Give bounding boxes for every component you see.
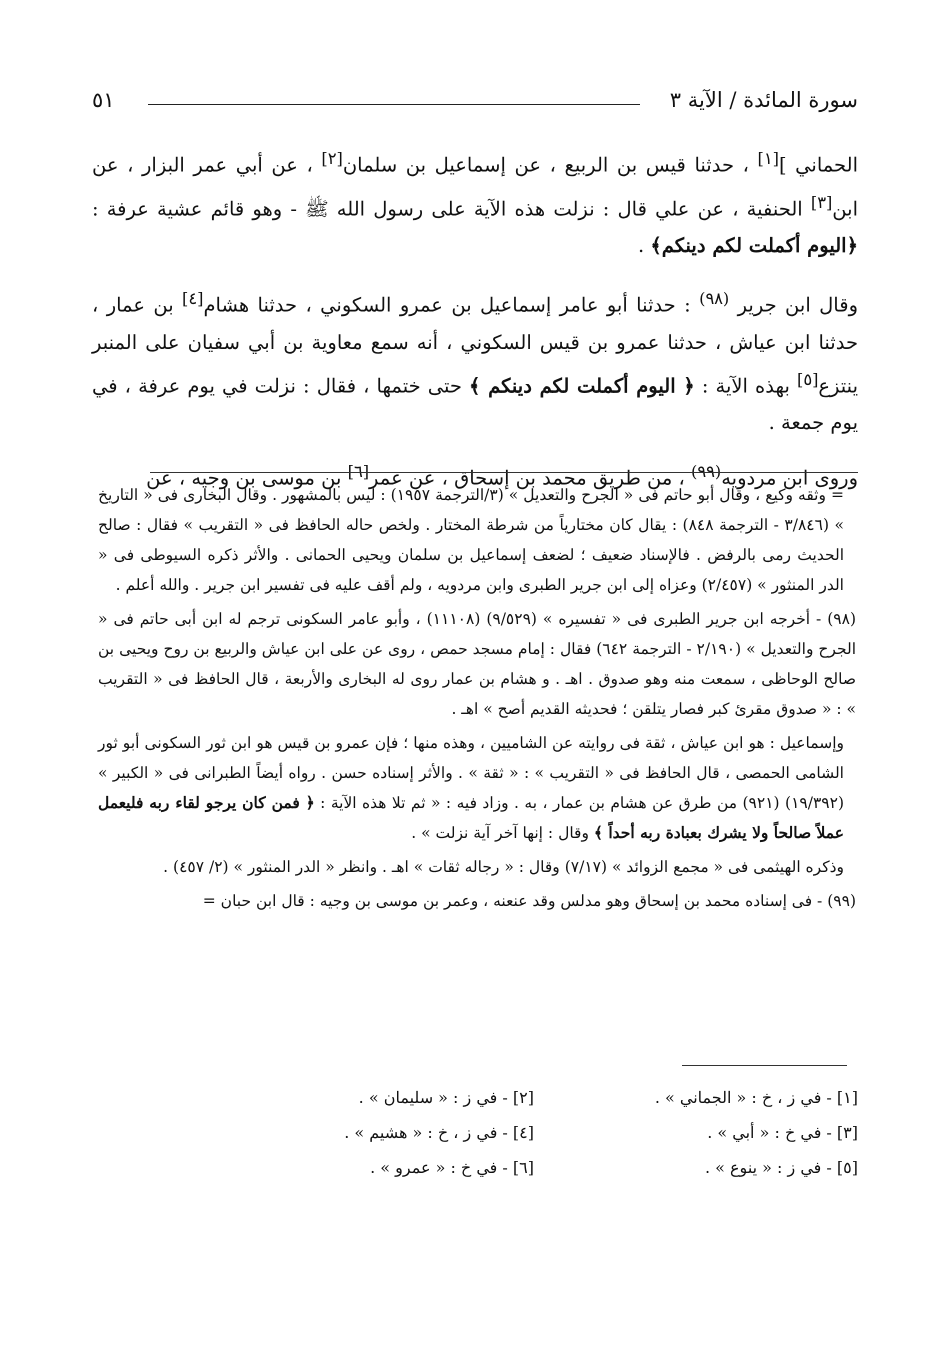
footnotes-rule: [682, 1065, 847, 1066]
manuscript-footnotes: [210, 1080, 858, 1185]
footnote-1: [١] - في ز ، خ : « الجماني » .: [654, 1088, 858, 1107]
page-header: [92, 86, 858, 126]
main-text: [92, 140, 858, 509]
footnote-4: [٤] - في ز ، خ : « هشيم » .: [344, 1123, 534, 1142]
footnote-5: [٥] - في ز : « ينوع » .: [704, 1158, 858, 1177]
note-continuation: = وثقه وكيع ، وقال أبو حاتم فى « الجرح والتعديل » (٣/الترجمة ١٩٥٧) : ليس بالمشهور . وقال البخارى فى « التاريخ » (٣/٨٤٦ - الترجمة ٨٤٨) : يقال كان مختارياً من شرطة المختار . ولخص حاله الحافظ فى « التقريب » فقال : صالح الحديث رمى بالرفض . فالإسناد ضعيف ؛ لضعف إسماعيل بن سلمان ويحيى الحمانى . والأثر ذكره السيوطى فى « الدر المنثور » (٢/٤٥٧) وعزاه إلى ابن جرير الطبرى وابن مردويه ، ولم أقف عليه فى تفسير ابن جرير . والله أعلم .: [98, 486, 844, 594]
footnote-3: [٣] - في خ : « أبي » .: [707, 1123, 858, 1142]
footnote-2: [٢] - في ز : « سليمان » .: [358, 1088, 534, 1107]
paragraph-3: وروى ابن مردويه$^{(٩٩)}$ ، من طريق محمد بن إسحاق ، عن عمر[٦] بن موسى بن وجيه ، عن: [146, 462, 858, 490]
page-number: ٥١: [92, 88, 115, 112]
note-98-part-3: وذكره الهيثمى فى « مجمع الزوائد » (٧/١٧) وقال : « رجاله ثقات » اهـ . وانظر « الدر المنثور » (٢/ ٤٥٧) .: [163, 858, 844, 876]
notes-rule: [150, 472, 858, 473]
paragraph-2: وقال ابن جرير $^{(٩٨)}$ : حدثنا أبو عامر إسماعيل بن عمرو السكوني ، حدثنا هشام[٤] بن عمار ، حدثنا ابن عياش ، حدثنا عمرو بن قيس السكوني ، أنه سمع معاوية بن أبي سفيان على المنبر ينتزع[٥] بهذه الآية : ﴿ اليوم أكملت لكم دينكم ﴾ حتى ختمها ، فقال : نزلت في يوم عرفة ، في يوم جمعة .: [92, 289, 858, 434]
paragraph-1: الحماني ][١] ، حدثنا قيس بن الربيع ، عن إسماعيل بن سلمان[٢] ، عن أبي عمر البزار ، عن ابن[٣] الحنفية ، عن علي قال : نزلت هذه الآية على رسول الله ﷺ - وهو قائم عشية عرفة : ﴿اليوم أكملت لكم دينكم﴾ .: [92, 149, 858, 257]
running-title: سورة المائدة / الآية ٣: [669, 88, 858, 112]
note-99: (٩٩) - فى إسناده محمد بن إسحاق وهو مدلس وقد عنعنه ، وعمر بن موسى بن وجيه : قال ابن حبان =: [202, 892, 856, 910]
commentary-notes: [98, 480, 856, 920]
header-rule: [148, 104, 640, 105]
note-98: (٩٨) - أخرجه ابن جرير الطبرى فى « تفسيره » (٩/٥٢٩) (١١١٠٨) ، وأبو عامر السكونى ترجم له ابن أبى حاتم فى « الجرح والتعديل » (٢/١٩٠ - الترجمة ٦٤٢) فقال : إمام مسجد حمص ، روى عن على ابن عياش والربيع بن روح ويحيى بن صالح الوحاظى ، سمعت منه وهو صدوق . اهـ . و هشام بن عمار روى له البخارى والأربعة ، قال الحافظ فى « التقريب » : « صدوق مقرئ كبر فصار يتلقن ؛ فحديثه القديم أصح » اهـ .: [98, 610, 857, 718]
footnote-6: [٦] - في خ : « عمرو » .: [370, 1158, 534, 1177]
note-98-part-2: وإسماعيل : هو ابن عياش ، ثقة فى روايته عن الشاميين ، وهذه منها ؛ فإن عمرو بن قيس هو ابن ثور السكونى أبو ثور الشامى الحمصى ، قال الحافظ فى « التقريب » : « ثقة » . والأثر إسناده حسن . رواه أيضاً الطبرانى فى « الكبير » (١٩/٣٩٢) (٩٢١) من طرق عن هشام بن عمار ، به . وزاد فيه : « ثم تلا هذه الآية : ﴿ فمن كان يرجو لقاء ربه فليعمل عملاً صالحاً ولا يشرك بعبادة ربه أحداً ﴾ وقال : إنها آخر آية نزلت » .: [98, 734, 844, 842]
